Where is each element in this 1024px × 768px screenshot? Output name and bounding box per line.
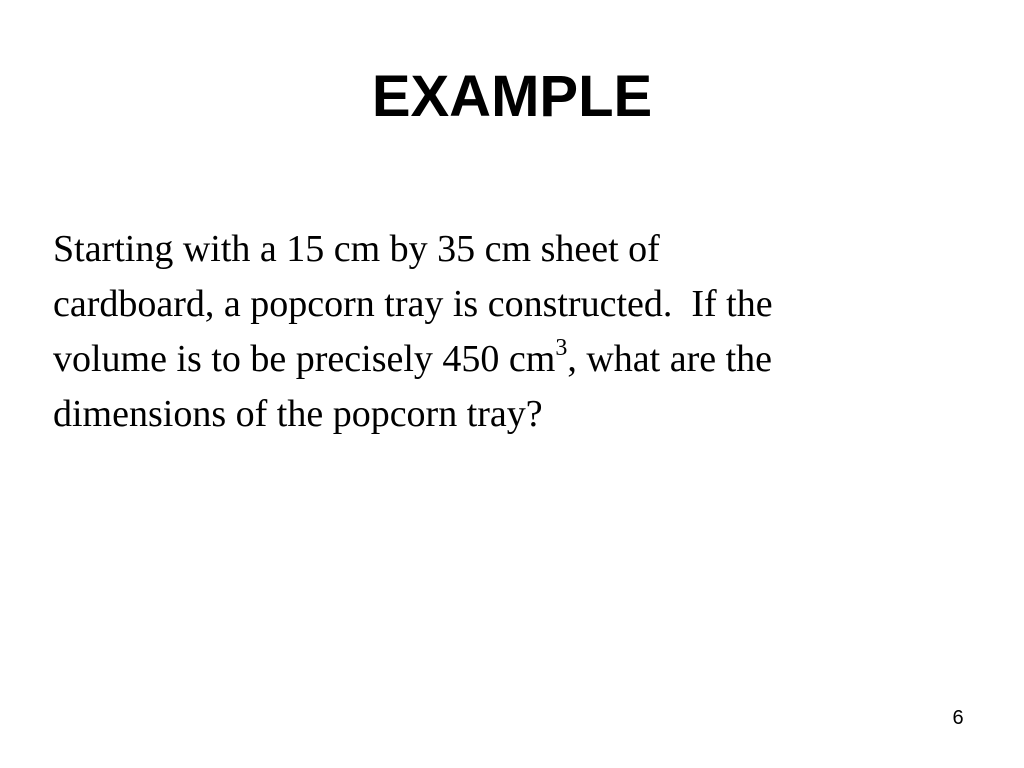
cubic-superscript: 3 (555, 335, 568, 362)
problem-line-4: dimensions of the popcorn tray? (53, 393, 543, 435)
page-number: 6 (952, 707, 964, 729)
slide-title: EXAMPLE (371, 64, 653, 129)
problem-line-2: cardboard, a popcorn tray is constructed. If the (53, 283, 773, 325)
problem-text (53, 222, 973, 442)
problem-line-3 (53, 332, 973, 387)
problem-line-1: Starting with a 15 cm by 35 cm sheet of (53, 228, 660, 270)
problem-line-3-end: , what are the (567, 338, 773, 380)
problem-line-3-start: volume is to be precisely 450 cm (53, 338, 556, 380)
